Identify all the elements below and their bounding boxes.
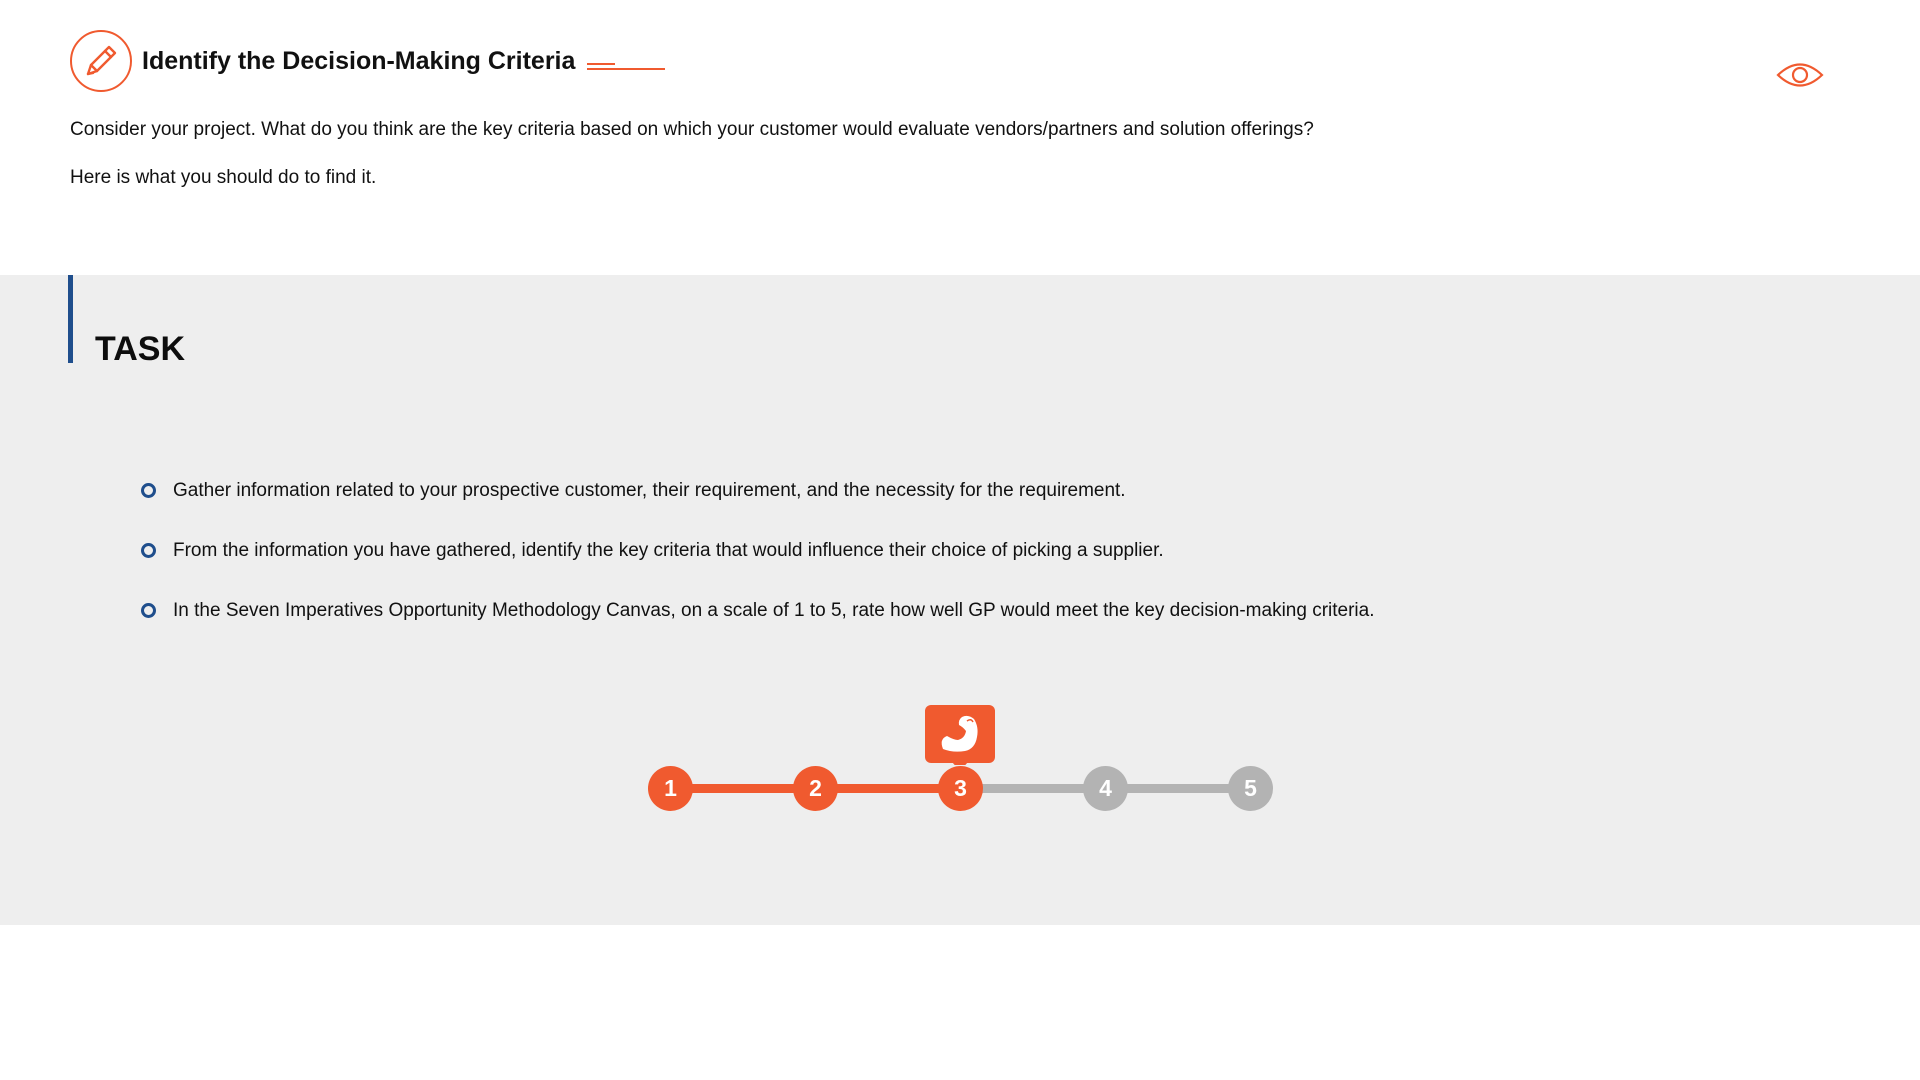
bullet-icon [141, 543, 156, 558]
list-item [141, 540, 1375, 600]
list-item [141, 600, 1375, 660]
task-item-text: In the Seven Imperatives Opportunity Methodology Canvas, on a scale of 1 to 5, rate how well GP would meet the key decision-making criteria. [173, 600, 1375, 621]
task-item-text: Gather information related to your prospective customer, their requirement, and the necessity for the requirement. [173, 480, 1126, 501]
flexed-arm-icon [925, 705, 995, 765]
page-title: Identify the Decision-Making Criteria [142, 47, 576, 75]
eye-icon[interactable] [1776, 60, 1824, 90]
task-list [141, 480, 1375, 660]
task-accent-bar [68, 275, 73, 363]
bullet-icon [141, 603, 156, 618]
step-5: 5 [1228, 766, 1273, 811]
intro-instruction: Here is what you should do to find it. [70, 167, 377, 188]
task-item-text: From the information you have gathered, identify the key criteria that would influence their choice of picking a supplier. [173, 540, 1164, 561]
step-1: 1 [648, 766, 693, 811]
title-underline [587, 62, 665, 72]
progress-stepper [648, 705, 1273, 845]
step-2: 2 [793, 766, 838, 811]
step-3-current: 3 [938, 766, 983, 811]
pencil-icon [69, 29, 133, 93]
step-4: 4 [1083, 766, 1128, 811]
bullet-icon [141, 483, 156, 498]
list-item [141, 480, 1375, 540]
task-heading: TASK [95, 330, 186, 368]
task-panel [0, 275, 1920, 925]
intro-question: Consider your project. What do you think are the key criteria based on which your customer would evaluate vendors/partners and solution offerings? [70, 119, 1314, 140]
